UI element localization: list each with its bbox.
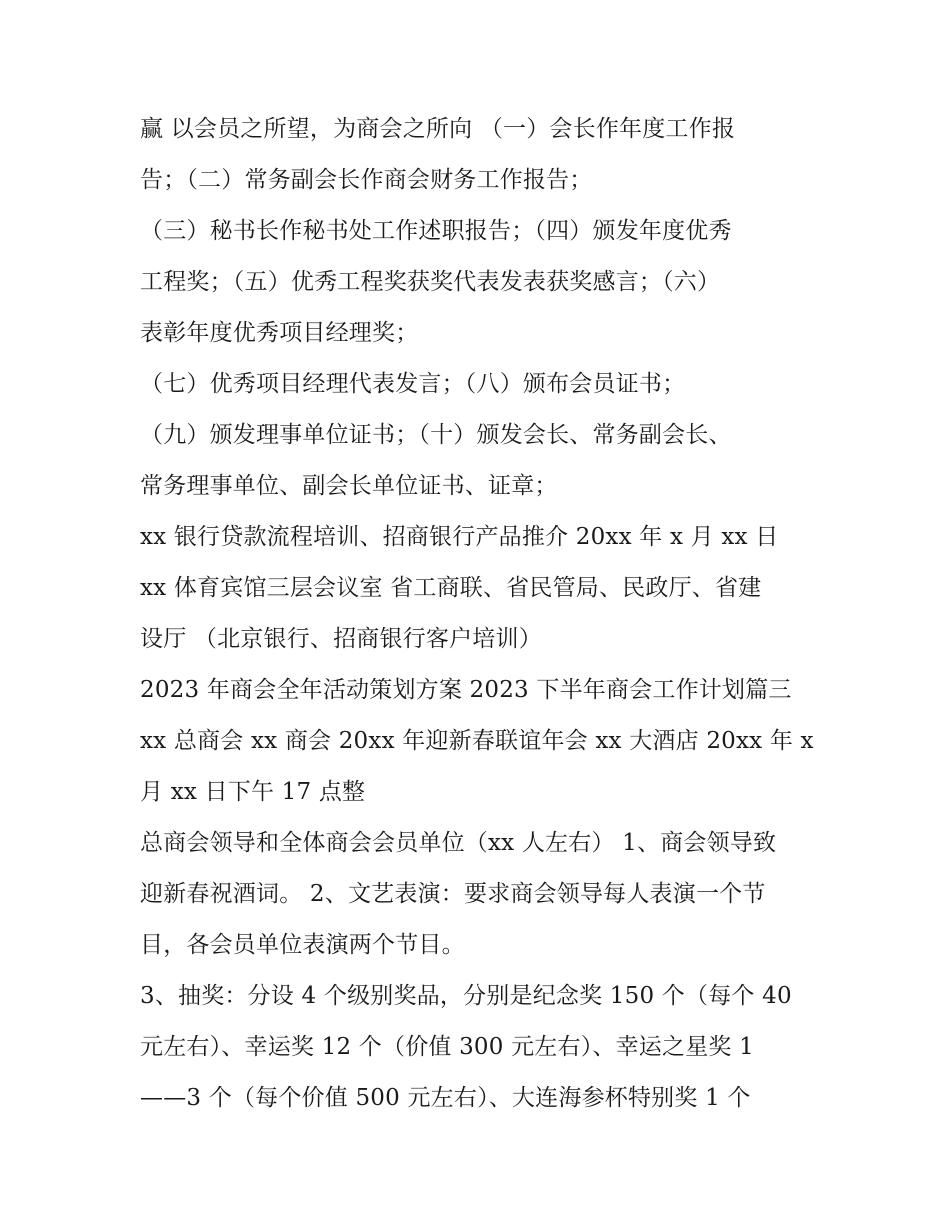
text-line: 总商会领导和全体商会会员单位（xx 人左右） 1、商会领导致	[140, 830, 777, 856]
text-line: xx 银行贷款流程培训、招商银行产品推介 20xx 年 x 月 xx 日	[140, 524, 779, 550]
text-line: 3、抽奖：分设 4 个级别奖品，分别是纪念奖 150 个（每个 40	[140, 983, 792, 1009]
text-line: 迎新春祝酒词。 2、文艺表演：要求商会领导每人表演一个节	[140, 881, 766, 907]
text-line: ——3 个（每个价值 500 元左右）、大连海参杯特别奖 1 个	[140, 1085, 751, 1111]
text-line: 设厅 （北京银行、招商银行客户培训）	[140, 626, 542, 652]
text-line: （九）颁发理事单位证书；（十）颁发会长、常务副会长、	[140, 422, 732, 448]
document-body	[140, 104, 814, 1124]
text-line: 赢 以会员之所望，为商会之所向 （一）会长作年度工作报	[140, 116, 736, 142]
text-line: 月 xx 日下午 17 点整	[140, 779, 366, 805]
text-line: 表彰年度优秀项目经理奖；	[140, 320, 419, 346]
text-line: 目，各会员单位表演两个节目。	[140, 932, 465, 958]
text-line: 元左右）、幸运奖 12 个（价值 300 元左右）、幸运之星奖 1	[140, 1034, 754, 1060]
text-line: xx 总商会 xx 商会 20xx 年迎新春联谊年会 xx 大酒店 20xx 年 x	[140, 728, 814, 754]
text-line: 2023 年商会全年活动策划方案 2023 下半年商会工作计划篇三	[140, 677, 792, 703]
text-line: （七）优秀项目经理代表发言；（八）颁布会员证书；	[140, 371, 686, 397]
text-line: 告；（二）常务副会长作商会财务工作报告；	[140, 167, 593, 193]
text-line: （三）秘书长作秘书处工作述职报告；（四）颁发年度优秀	[140, 218, 732, 244]
text-line: xx 体育宾馆三层会议室 省工商联、省民管局、民政厅、省建	[140, 575, 762, 601]
text-line: 工程奖；（五）优秀工程奖获奖代表发表获奖感言；（六）	[140, 269, 721, 295]
text-line: 常务理事单位、副会长单位证书、证章；	[140, 473, 558, 499]
